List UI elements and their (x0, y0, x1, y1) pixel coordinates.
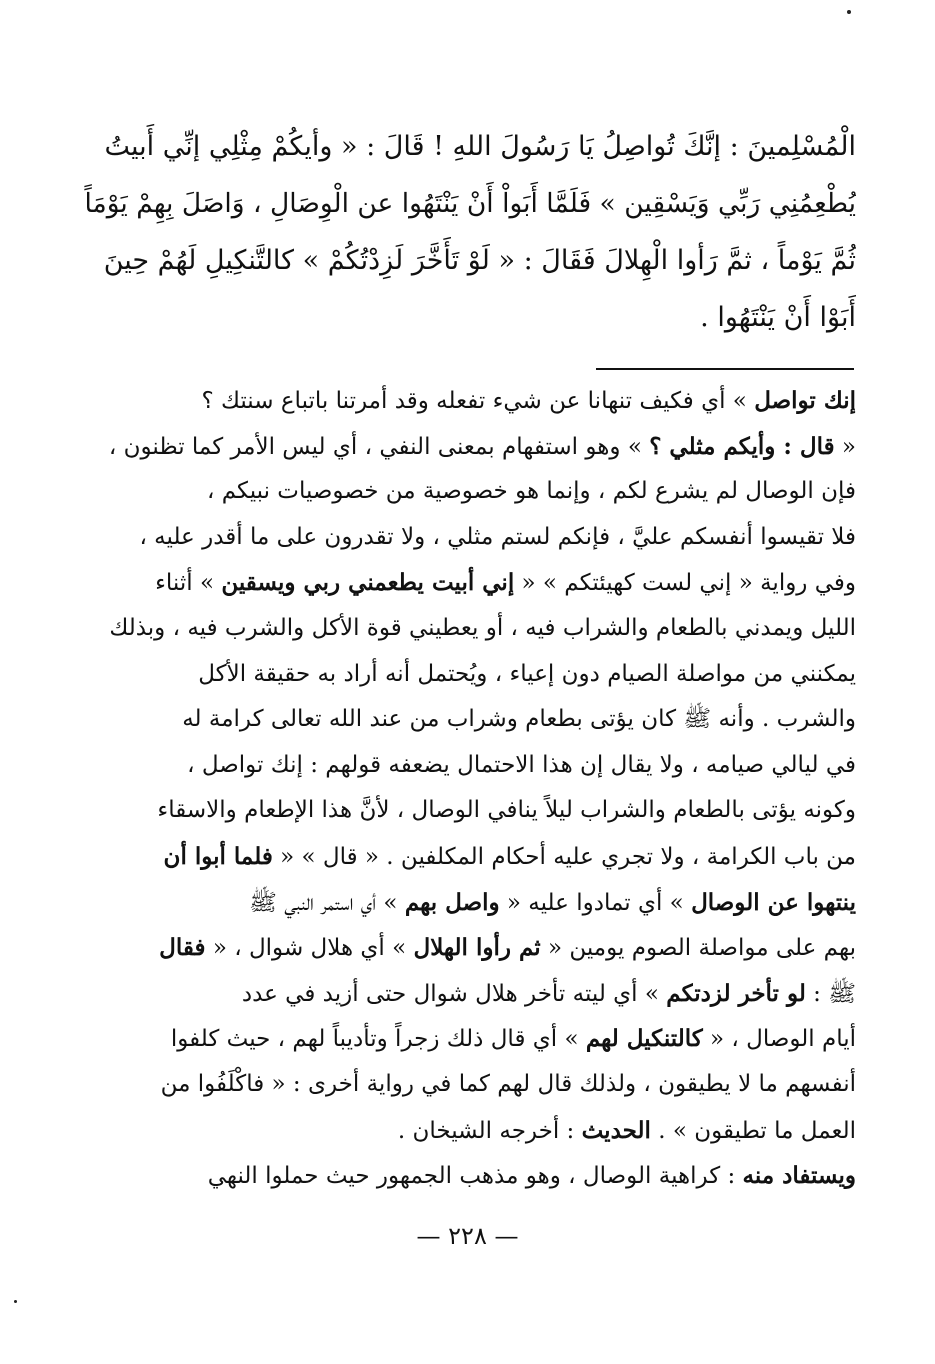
commentary-line (78, 515, 856, 561)
bold-term: واصل بهم (404, 888, 500, 916)
commentary-line (78, 1062, 856, 1108)
hadith-line: ثُمَّ يَوْماً ، ثمَّ رَأوا الْهِلالَ فَقَالَ : « لَوْ تَأَخَّرَ لَزِدْتُكُمْ » كالتَّنكِيلِ لَهُمْ حِينَ (103, 245, 856, 276)
commentary-segment: العمل ما تطيقون » . (650, 1117, 856, 1144)
commentary-segment: من باب الكرامة ، ولا تجري عليه أحكام المكلفين . « قال » « (272, 843, 856, 870)
commentary-segment: » أي ليته تأخر هلال شوال حتى أزيد في عدد (241, 980, 667, 1007)
commentary-segment: فإن الوصال لم يشرع لكم ، وإنما هو خصوصية من خصوصيات نبيكم ، (206, 478, 856, 505)
page-number: — ٢٢٨ — (416, 1222, 519, 1250)
commentary-line (78, 1153, 856, 1199)
hadith-line: الْمُسْلِمينَ : إنَّكَ تُواصِلُ يَا رَسُولَ اللهِ ! قَالَ : « وأيكُمْ مِثْلِي إنِّي أَبيتُ (104, 131, 856, 162)
commentary-segment: » أي تمادوا عليه « (499, 889, 692, 916)
commentary-line (78, 743, 856, 789)
hadith-line: أَبَوْا أَنْ يَنْتَهُوا . (700, 302, 856, 333)
commentary-line (78, 925, 856, 971)
commentary-segment: في ليالي صيامه ، ولا يقال إن هذا الاحتمال يضعفه قولهم : إنك تواصل ، (187, 751, 856, 778)
commentary-line (78, 1016, 856, 1062)
bold-term: ويستفاد منه (742, 1162, 856, 1190)
commentary-segment: فلا تقيسوا أنفسكم عليَّ ، فإنكم لستم مثلي ، ولا تقدرون على ما أقدر عليه ، (139, 523, 856, 550)
commentary-segment: والشرب . وأنه ﷺ كان يؤتى بطعام وشراب من عند الله تعالى كرامة له (182, 706, 856, 733)
commentary-segment: » أي فكيف تنهانا عن شيء تفعله وقد أمرتنا باتباع سنتك ؟ (201, 388, 755, 414)
bold-term: لو تأخر لزدتكم (666, 979, 806, 1007)
commentary-segment: : أخرجه الشيخان . (397, 1117, 582, 1144)
commentary-line (78, 971, 856, 1017)
commentary-segment: بهم على مواصلة الصوم يومين « (540, 935, 856, 962)
commentary-segment: » أي هلال شوال ، « (205, 935, 414, 962)
commentary-segment: وكونه يؤتى بالطعام والشراب ليلاً ينافي الوصال ، لأنَّ هذا الإطعام والاسقاء (157, 797, 856, 824)
commentary-text (78, 378, 856, 1199)
bold-term: كالتنكيل لهم (585, 1025, 703, 1053)
bold-term: ينتهوا عن الوصال (691, 888, 856, 916)
ink-speck (14, 1300, 17, 1303)
bold-term: ثم رأوا الهلال (413, 934, 541, 962)
bold-term: فقال (159, 934, 206, 962)
hadith-line: يُطْعِمُنِي رَبِّي وَيَسْقِين » فَلَمَّا أَبَواْ أَنْ يَنْتَهُوا عن الْوِصَالِ ، وَاصَلَ بِهِمْ يَوْمَاً (84, 188, 856, 219)
bold-term: إني أبيت يطعمني ربي ويسقين (221, 569, 515, 597)
commentary-line (78, 1108, 856, 1154)
commentary-segment: الليل ويمدني بالطعام والشراب فيه ، أو يعطيني قوة الأكل والشرب فيه ، وبذلك (109, 614, 856, 641)
hadith-text (78, 118, 856, 346)
bold-term: الحديث (581, 1116, 651, 1144)
bold-term: قال : وأيكم مثلي ؟ (649, 432, 835, 460)
commentary-segment: » وهو استفهام بمعنى النفي ، أي ليس الأمر كما تظنون ، (108, 433, 650, 460)
commentary-line (78, 788, 856, 834)
footnote-divider (596, 368, 854, 370)
commentary-segment: يمكنني من مواصلة الصيام دون إعياء ، ويُحتمل أنه أراد به حقيقة الأكل (198, 660, 856, 687)
commentary-line (78, 880, 856, 926)
commentary-segment: وفي رواية « إني لست كهيئتكم » « (514, 570, 856, 597)
commentary-line (78, 378, 856, 424)
commentary-line (78, 652, 856, 698)
commentary-line (78, 424, 856, 470)
commentary-segment: : كراهية الوصال ، وهو مذهب الجمهور حيث حملوا النهي (207, 1163, 743, 1190)
commentary-segment: » أي استمر النبي ﷺ (249, 889, 405, 916)
bold-term: فلما أبوا أن (163, 842, 273, 870)
commentary-line (78, 606, 856, 652)
ink-speck (847, 10, 851, 14)
commentary-line (78, 834, 856, 880)
commentary-line (78, 469, 856, 515)
commentary-line (78, 560, 856, 606)
commentary-line (78, 697, 856, 743)
commentary-segment: « (834, 433, 856, 460)
commentary-segment: » أي قال ذلك زجراً وتأديباً لهم ، حيث كلفوا (170, 1026, 586, 1053)
commentary-segment: أيام الوصال ، « (702, 1026, 856, 1053)
commentary-segment: » أثناء (155, 570, 222, 597)
commentary-segment: أنفسهم ما لا يطيقون ، ولذلك قال لهم كما في رواية أخرى : « فاكْلَفُوا من (160, 1070, 856, 1097)
bold-term: إنك تواصل (754, 387, 856, 414)
commentary-segment: ﷺ : (805, 980, 856, 1007)
